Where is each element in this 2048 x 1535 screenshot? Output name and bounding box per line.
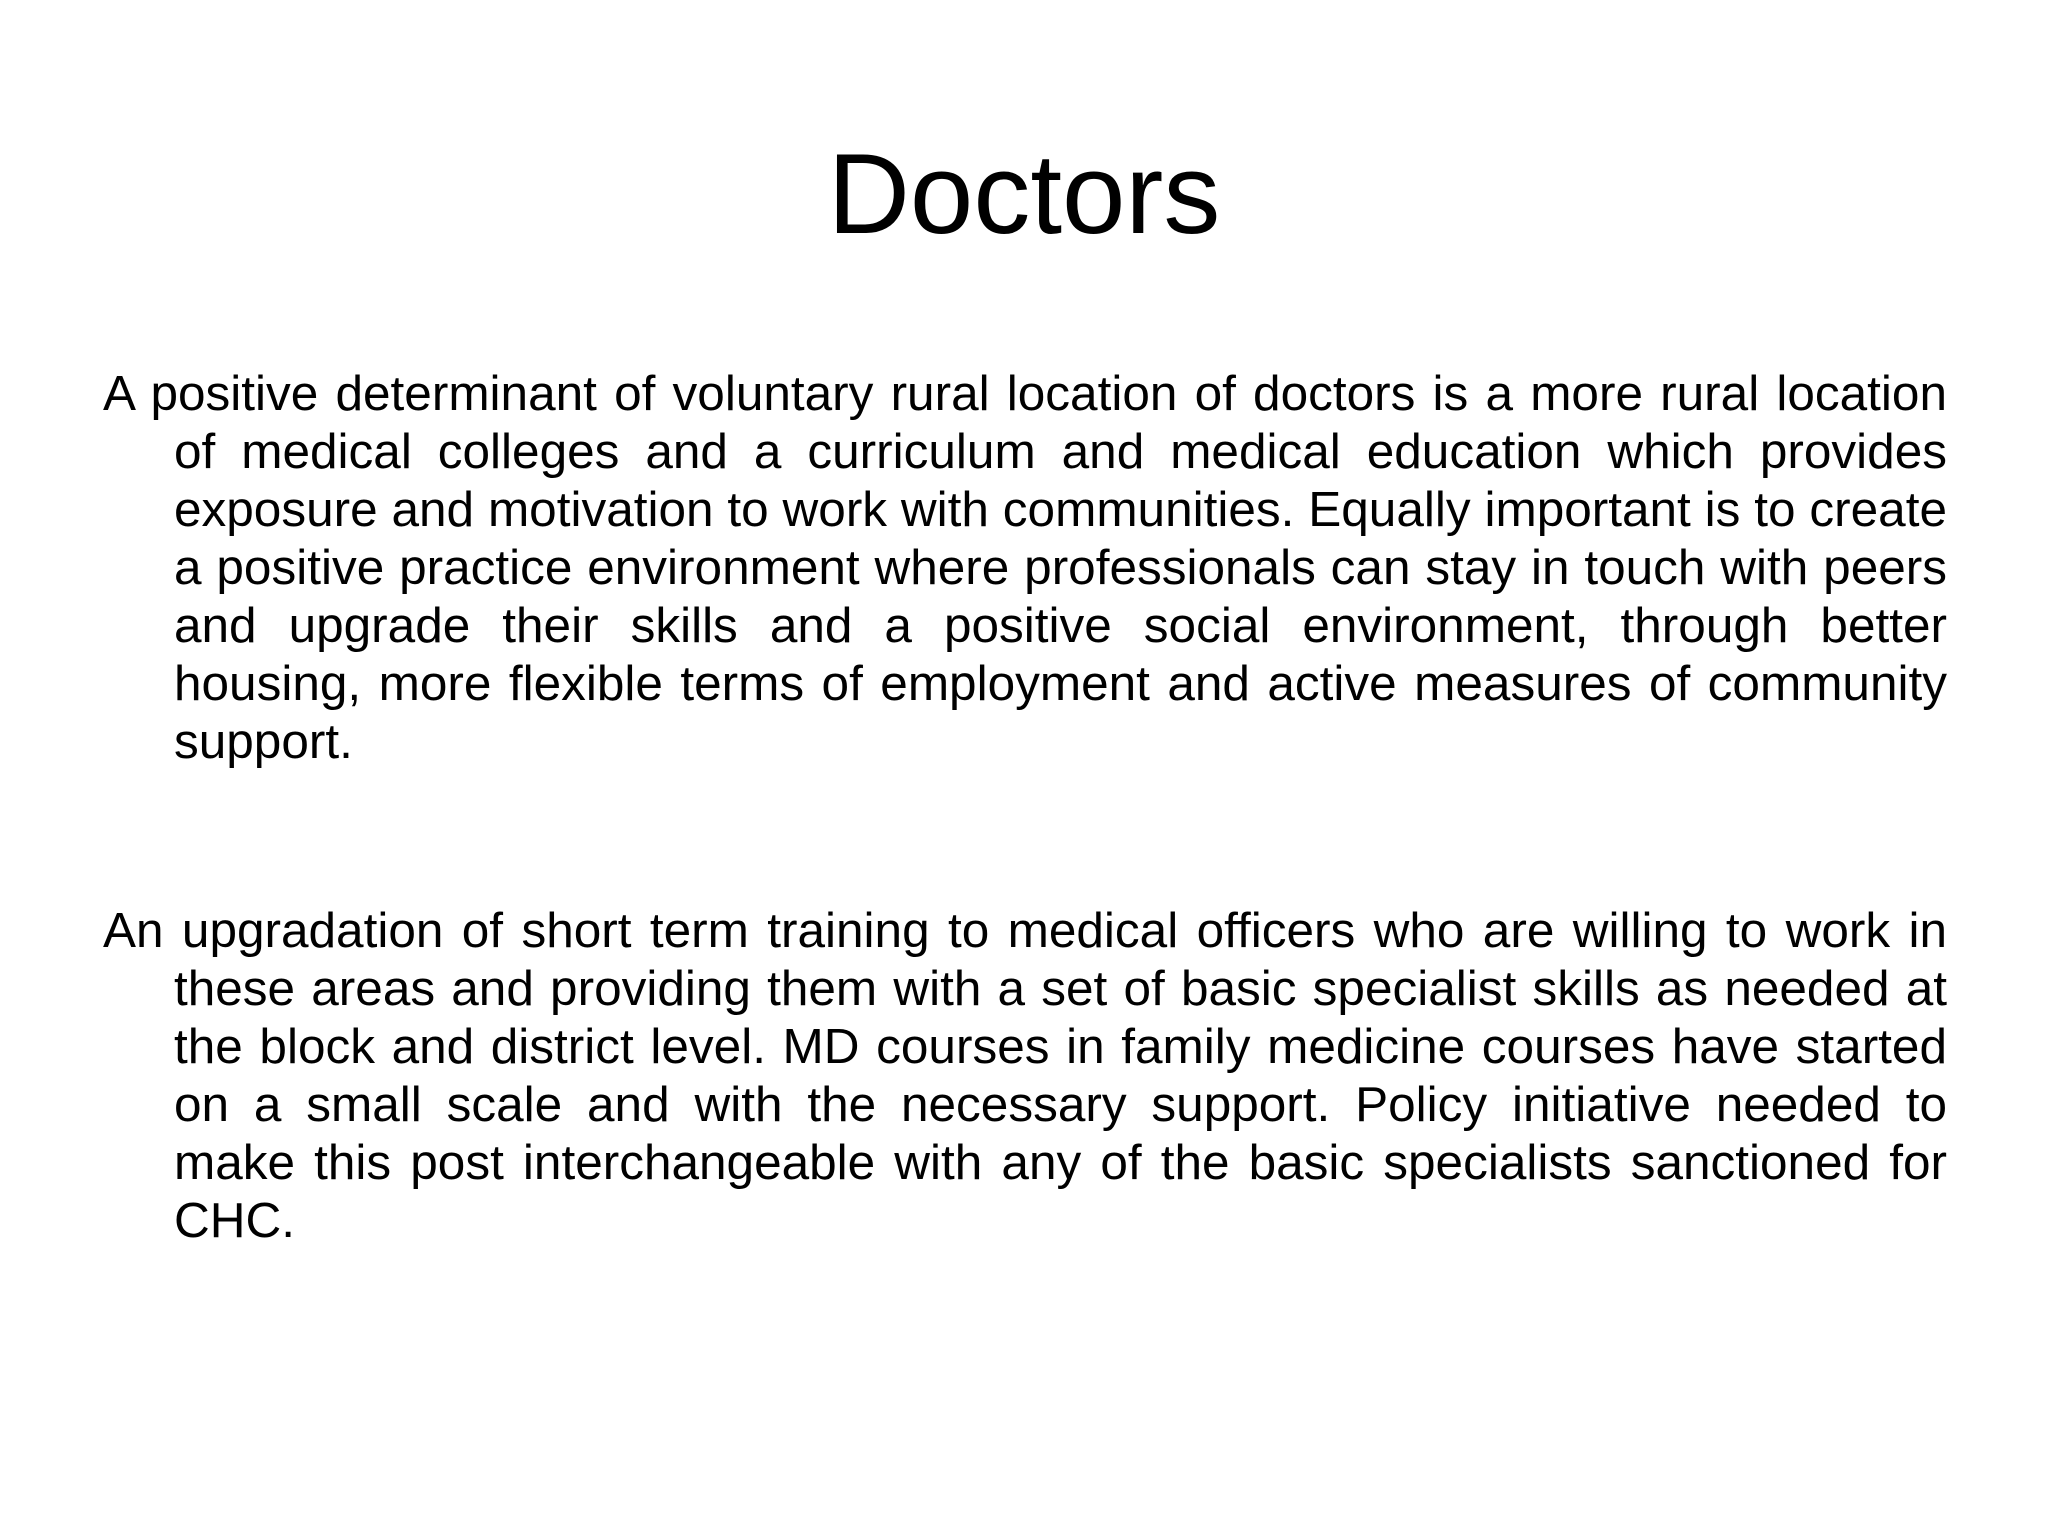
- slide-title: Doctors: [827, 131, 1221, 258]
- body-paragraph-upgradation-training: An upgradation of short term training to medical officers who are willing to work in these areas and providing them with a set of basic specialist skills as needed at the block and district level. MD courses in family medicine courses have started on a small scale and with the necessary support. Policy initiative needed to make this post interchangeable with any of the basic specialists sanctioned for CHC.: [103, 903, 1947, 1248]
- body-paragraph-rural-location: A positive determinant of voluntary rural location of doctors is a more rural location of medical colleges and a curriculum and medical education which provides exposure and motivation to work with communities. Equally important is to create a positive practice environment where professionals can stay in touch with peers and upgrade their skills and a positive social environment, through better housing, more flexible terms of employment and active measures of community support.: [103, 366, 1947, 769]
